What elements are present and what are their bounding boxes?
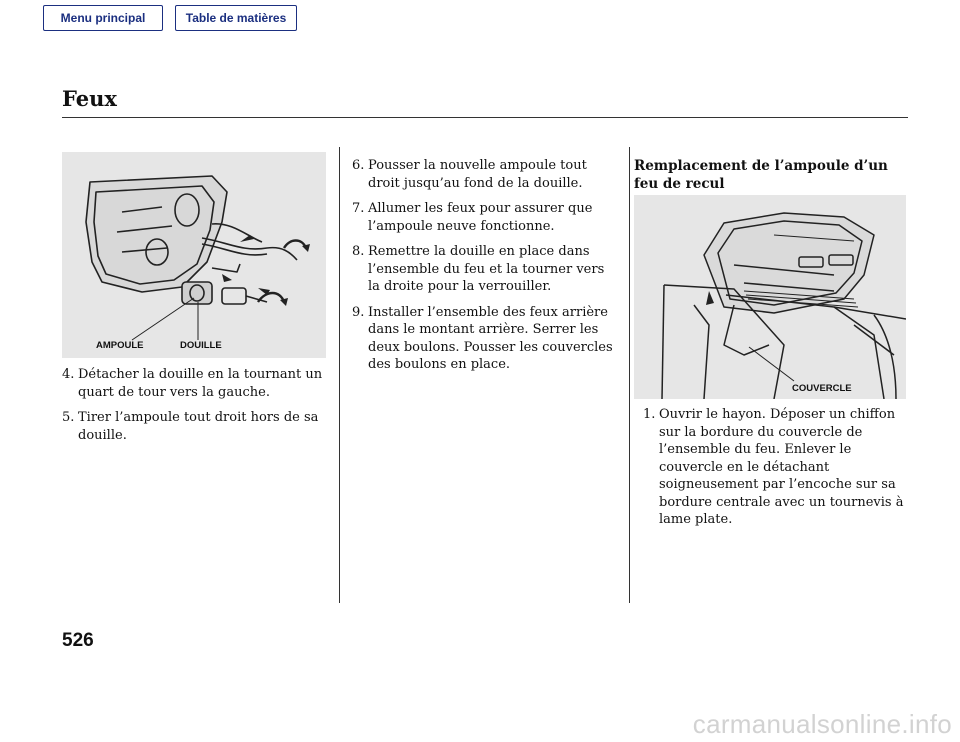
taillight-socket-drawing [62,152,326,358]
column-divider-2 [629,147,630,603]
title-rule [62,117,908,118]
table-of-contents-button[interactable]: Table de matières [175,5,297,31]
tailgate-cover-illustration [634,195,906,399]
site-watermark: carmanualsonline.info [692,709,952,739]
menu-principal-button[interactable]: Menu principal [43,5,163,31]
step-item: 7. Allumer les feux pour assurer que l’ampoule neuve fonctionne. [352,201,593,234]
socket-label: DOUILLE [180,340,222,351]
column-divider-1 [339,147,340,603]
section-heading: Remplacement de l’ampoule d’un feu de recul [634,158,888,192]
taillight-socket-illustration [62,152,326,358]
step-item: 9. Installer l’ensemble des feux arrière dans le montant arrière. Serrer les deux boulons. Pousser les couvercles des boulons en place. [352,304,613,372]
page-number: 526 [62,630,94,651]
step-item: 6. Pousser la nouvelle ampoule tout droit jusqu’au fond de la douille. [352,158,587,191]
page-title: Feux [62,86,117,111]
cover-label: COUVERCLE [792,383,852,394]
step-item: 5. Tirer l’ampoule tout droit hors de sa douille. [62,410,319,443]
step-item: 1. Ouvrir le hayon. Déposer un chiffon sur la bordure du couvercle de l’ensemble du feu. Enlever le couvercle en le détachant soigneusement par l’encoche sur sa bordure centrale avec un tournevis à lame plate. [643,407,904,527]
bulb-label: AMPOULE [96,340,144,351]
middle-steps-list [352,157,614,382]
tailgate-cover-drawing [634,195,906,399]
right-steps-list [643,406,913,537]
step-item: 8. Remettre la douille en place dans l’ensemble du feu et la tourner vers la droite pour la verrouiller. [352,244,605,294]
step-item: 4. Détacher la douille en la tournant un quart de tour vers la gauche. [62,367,323,400]
left-steps-list [62,366,330,452]
